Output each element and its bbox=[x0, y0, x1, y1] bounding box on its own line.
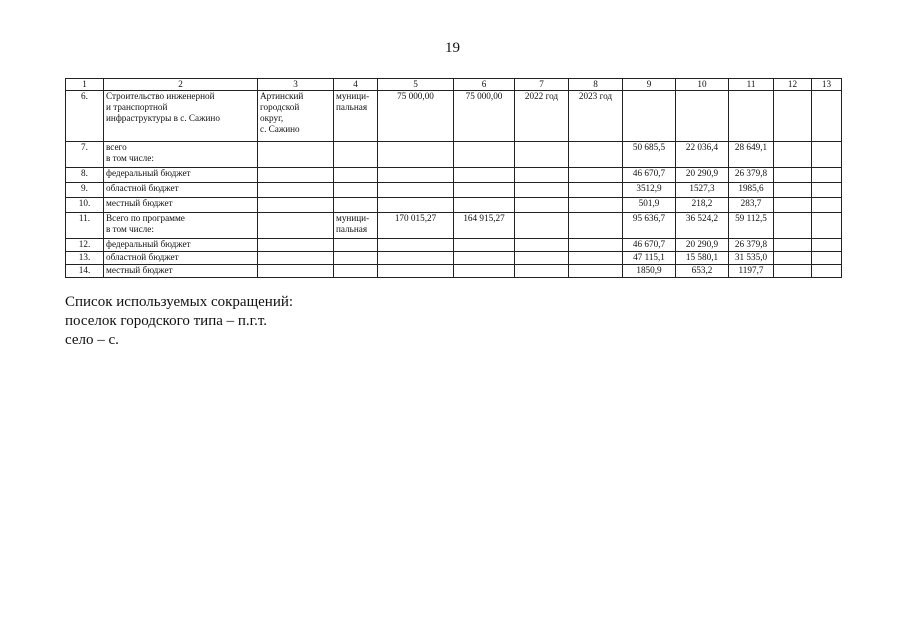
column-header-10: 10 bbox=[676, 79, 729, 91]
table-cell bbox=[515, 168, 569, 183]
table-cell: 46 670,7 bbox=[623, 168, 676, 183]
table-cell bbox=[812, 213, 842, 239]
row-label: Строительство инженерной и транспортной инфраструктуры в с. Сажино bbox=[104, 91, 258, 142]
table-cell bbox=[774, 91, 812, 142]
table-cell: 36 524,2 bbox=[676, 213, 729, 239]
row-label: федеральный бюджет bbox=[104, 239, 258, 252]
table-cell bbox=[812, 142, 842, 168]
table-cell bbox=[569, 213, 623, 239]
table-cell bbox=[515, 265, 569, 278]
table-cell: 164 915,27 bbox=[454, 213, 515, 239]
table-cell bbox=[569, 239, 623, 252]
column-header-6: 6 bbox=[454, 79, 515, 91]
table-cell bbox=[569, 142, 623, 168]
table-cell bbox=[774, 142, 812, 168]
table-cell: 1850,9 bbox=[623, 265, 676, 278]
table-cell bbox=[258, 265, 334, 278]
table-cell bbox=[454, 183, 515, 198]
table-cell: 26 379,8 bbox=[729, 168, 774, 183]
table-cell bbox=[569, 183, 623, 198]
abbreviation-pgt: поселок городского типа – п.г.т. bbox=[65, 313, 268, 329]
table-cell: 95 636,7 bbox=[623, 213, 676, 239]
table-cell: 15 580,1 bbox=[676, 252, 729, 265]
table-cell: 2023 год bbox=[569, 91, 623, 142]
table-cell bbox=[378, 142, 454, 168]
table-cell bbox=[812, 265, 842, 278]
column-header-2: 2 bbox=[104, 79, 258, 91]
row-number: 9. bbox=[66, 183, 104, 198]
table-row bbox=[66, 252, 842, 265]
table-cell bbox=[812, 183, 842, 198]
table-cell bbox=[774, 265, 812, 278]
table-cell bbox=[258, 183, 334, 198]
table-cell bbox=[569, 265, 623, 278]
table-row bbox=[66, 91, 842, 142]
table-cell: муници- пальная bbox=[334, 213, 378, 239]
table-row bbox=[66, 213, 842, 239]
table-cell: 1197,7 bbox=[729, 265, 774, 278]
table-cell bbox=[258, 213, 334, 239]
table-cell bbox=[774, 168, 812, 183]
table-cell bbox=[569, 252, 623, 265]
table-row bbox=[66, 265, 842, 278]
row-number: 13. bbox=[66, 252, 104, 265]
table-cell bbox=[258, 239, 334, 252]
table-cell: 46 670,7 bbox=[623, 239, 676, 252]
table-cell bbox=[623, 91, 676, 142]
table-cell bbox=[258, 168, 334, 183]
table-cell bbox=[515, 198, 569, 213]
table-cell bbox=[774, 213, 812, 239]
table-cell bbox=[378, 168, 454, 183]
table-cell bbox=[454, 198, 515, 213]
table-cell bbox=[812, 239, 842, 252]
table-cell: муници- пальная bbox=[334, 91, 378, 142]
table-cell bbox=[258, 252, 334, 265]
table-cell bbox=[378, 183, 454, 198]
table-cell: 47 115,1 bbox=[623, 252, 676, 265]
table-cell: 26 379,8 bbox=[729, 239, 774, 252]
table-body bbox=[66, 79, 842, 278]
row-label: всего в том числе: bbox=[104, 142, 258, 168]
abbreviations-title: Список используемых сокращений: bbox=[65, 294, 294, 310]
column-header-8: 8 bbox=[569, 79, 623, 91]
table-cell bbox=[812, 91, 842, 142]
table-cell: 50 685,5 bbox=[623, 142, 676, 168]
table-cell: 1527,3 bbox=[676, 183, 729, 198]
abbreviations-list bbox=[65, 293, 293, 350]
table-cell bbox=[334, 252, 378, 265]
table-cell bbox=[812, 252, 842, 265]
table-cell bbox=[334, 183, 378, 198]
table-cell bbox=[334, 168, 378, 183]
table-cell bbox=[515, 142, 569, 168]
table-cell bbox=[812, 198, 842, 213]
table-cell bbox=[515, 213, 569, 239]
table-cell: 22 036,4 bbox=[676, 142, 729, 168]
row-number: 12. bbox=[66, 239, 104, 252]
table-cell: 75 000,00 bbox=[378, 91, 454, 142]
table-cell bbox=[334, 265, 378, 278]
row-number: 6. bbox=[66, 91, 104, 142]
table-cell bbox=[378, 239, 454, 252]
table-cell: 501,9 bbox=[623, 198, 676, 213]
row-number: 11. bbox=[66, 213, 104, 239]
table-cell: 28 649,1 bbox=[729, 142, 774, 168]
table-cell bbox=[774, 252, 812, 265]
table-cell bbox=[454, 265, 515, 278]
table-row bbox=[66, 183, 842, 198]
table-cell bbox=[378, 265, 454, 278]
column-header-9: 9 bbox=[623, 79, 676, 91]
table-cell bbox=[334, 198, 378, 213]
table-cell bbox=[569, 198, 623, 213]
row-label: местный бюджет bbox=[104, 265, 258, 278]
table-cell: Артинский городской округ, с. Сажино bbox=[258, 91, 334, 142]
table-cell bbox=[258, 198, 334, 213]
table-cell bbox=[729, 91, 774, 142]
column-header-11: 11 bbox=[729, 79, 774, 91]
table-cell bbox=[515, 239, 569, 252]
table-cell: 3512,9 bbox=[623, 183, 676, 198]
table-header-row bbox=[66, 79, 842, 91]
table-cell bbox=[774, 239, 812, 252]
table-cell: 1985,6 bbox=[729, 183, 774, 198]
row-label: Всего по программе в том числе: bbox=[104, 213, 258, 239]
table-cell: 653,2 bbox=[676, 265, 729, 278]
table-cell bbox=[569, 168, 623, 183]
budget-table bbox=[65, 78, 842, 278]
table-cell: 20 290,9 bbox=[676, 168, 729, 183]
row-number: 7. bbox=[66, 142, 104, 168]
table-cell bbox=[334, 142, 378, 168]
table-cell bbox=[378, 198, 454, 213]
table-cell: 75 000,00 bbox=[454, 91, 515, 142]
table-cell bbox=[676, 91, 729, 142]
row-number: 8. bbox=[66, 168, 104, 183]
row-label: федеральный бюджет bbox=[104, 168, 258, 183]
table-cell bbox=[454, 142, 515, 168]
table-cell: 59 112,5 bbox=[729, 213, 774, 239]
row-number: 14. bbox=[66, 265, 104, 278]
table-cell: 2022 год bbox=[515, 91, 569, 142]
table-cell bbox=[515, 252, 569, 265]
table-cell bbox=[454, 168, 515, 183]
row-label: областной бюджет bbox=[104, 252, 258, 265]
abbreviation-selo: село – с. bbox=[65, 332, 119, 348]
table-row bbox=[66, 142, 842, 168]
column-header-5: 5 bbox=[378, 79, 454, 91]
page-number: 19 bbox=[445, 40, 460, 56]
row-label: областной бюджет bbox=[104, 183, 258, 198]
table-cell bbox=[515, 183, 569, 198]
table-cell bbox=[258, 142, 334, 168]
column-header-1: 1 bbox=[66, 79, 104, 91]
table-cell bbox=[454, 239, 515, 252]
column-header-4: 4 bbox=[334, 79, 378, 91]
column-header-3: 3 bbox=[258, 79, 334, 91]
table-cell: 170 015,27 bbox=[378, 213, 454, 239]
table-cell: 283,7 bbox=[729, 198, 774, 213]
column-header-13: 13 bbox=[812, 79, 842, 91]
table-row bbox=[66, 168, 842, 183]
table-cell bbox=[454, 252, 515, 265]
column-header-12: 12 bbox=[774, 79, 812, 91]
row-label: местный бюджет bbox=[104, 198, 258, 213]
table-cell bbox=[774, 198, 812, 213]
table-cell: 218,2 bbox=[676, 198, 729, 213]
table-cell bbox=[812, 168, 842, 183]
table-cell: 31 535,0 bbox=[729, 252, 774, 265]
column-header-7: 7 bbox=[515, 79, 569, 91]
table-cell bbox=[378, 252, 454, 265]
table-row bbox=[66, 239, 842, 252]
row-number: 10. bbox=[66, 198, 104, 213]
table-cell bbox=[334, 239, 378, 252]
table-row bbox=[66, 198, 842, 213]
table-cell: 20 290,9 bbox=[676, 239, 729, 252]
table-cell bbox=[774, 183, 812, 198]
